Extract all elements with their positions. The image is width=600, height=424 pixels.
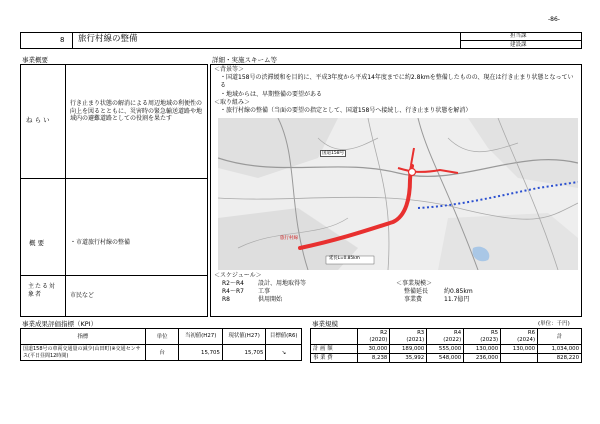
budget-year: R2 (2020) bbox=[358, 329, 390, 345]
budget-total-header: 計 bbox=[538, 329, 582, 345]
budget-cell: 130,000 bbox=[464, 345, 501, 354]
map-label-ryokomura: 旅行村線 bbox=[280, 236, 298, 241]
schedule-task: 設計、用地取得等 bbox=[258, 280, 307, 287]
action-item: ・旅行村線の整備（当面の要望の指定として、国道158号へ接続し、行き止まり状態を解消） bbox=[220, 107, 472, 114]
budget-cell: 555,000 bbox=[427, 345, 464, 354]
kpi-header: 現状値(H27) bbox=[222, 329, 266, 345]
scale-label: 事業費 bbox=[404, 296, 423, 303]
kpi-indicator: 国道158号の車両交通量の減少(山田町)※交通センサス(平日昼間12時間) bbox=[21, 345, 146, 361]
dept-value: 建設課 bbox=[510, 42, 527, 48]
dept-label: 担当課 bbox=[510, 33, 527, 39]
schedule-task: 供用開始 bbox=[258, 296, 283, 303]
project-number: 8 bbox=[60, 36, 65, 44]
scale-heading: ＜事業規模＞ bbox=[396, 280, 433, 287]
budget-section-label: 事業規模 bbox=[312, 320, 338, 328]
kpi-unit: 台 bbox=[145, 345, 179, 361]
budget-cell bbox=[501, 354, 538, 363]
kpi-header: 指標 bbox=[21, 329, 146, 345]
budget-total: 1,034,000 bbox=[538, 345, 582, 354]
overview-text: ・市道旅行村線の整備 bbox=[70, 239, 131, 246]
kpi-header: 当初値(H27) bbox=[179, 329, 223, 345]
kpi-initial: 15,705 bbox=[179, 345, 223, 361]
scale-value: 約0.85km bbox=[444, 288, 473, 295]
background-heading: ＜背景等＞ bbox=[214, 66, 245, 73]
kpi-current: 15,705 bbox=[222, 345, 266, 361]
budget-unit-note: (単位：千円) bbox=[538, 321, 570, 327]
budget-cell: 130,000 bbox=[501, 345, 538, 354]
budget-row-label: 事 業 費 bbox=[311, 354, 358, 363]
scale-value: 11.7億円 bbox=[444, 296, 470, 303]
aim-label: ね ら い bbox=[26, 116, 50, 124]
schedule-heading: ＜スケジュール＞ bbox=[214, 272, 262, 279]
schedule-period: R8 bbox=[222, 296, 230, 303]
page-number: -86- bbox=[548, 16, 560, 23]
detail-section-label: 詳細・実施スキーム等 bbox=[212, 56, 277, 64]
budget-cell: 548,000 bbox=[427, 354, 464, 363]
project-title: 旅行村線の整備 bbox=[78, 34, 138, 44]
budget-total: 828,220 bbox=[538, 354, 582, 363]
schedule-task: 工事 bbox=[258, 288, 271, 295]
schedule-period: R2～R4 bbox=[222, 280, 244, 287]
budget-cell: 189,000 bbox=[390, 345, 427, 354]
kpi-target: ↘ bbox=[266, 345, 302, 361]
budget-table bbox=[310, 328, 582, 363]
background-item: ・地域からは、早期整備の要望がある bbox=[220, 91, 323, 98]
budget-year: R4 (2022) bbox=[427, 329, 464, 345]
target-label: 主たる対象者 bbox=[28, 283, 57, 298]
action-heading: ＜取り組み＞ bbox=[214, 99, 251, 106]
map-image bbox=[218, 118, 578, 270]
scale-label: 整備延長 bbox=[404, 288, 429, 295]
budget-cell: 30,000 bbox=[358, 345, 390, 354]
kpi-table bbox=[20, 328, 302, 361]
budget-year: R3 (2021) bbox=[390, 329, 427, 345]
budget-cell: 35,992 bbox=[390, 354, 427, 363]
kpi-section-label: 事業成果評価指標（KPI） bbox=[22, 320, 98, 328]
background-item: ・国道158号の渋滞緩和を目的に、平成3年度から平成14年度までに約2.8kmを整備したものの、現在は行き止まり状態となっている bbox=[220, 74, 574, 89]
budget-year: R5 (2023) bbox=[464, 329, 501, 345]
kpi-header: 目標値(R6) bbox=[266, 329, 302, 345]
overview-section-label: 事業概要 bbox=[22, 56, 48, 64]
map-label-route158: 国道158号 bbox=[322, 151, 345, 156]
schedule-period: R4～R7 bbox=[222, 288, 244, 295]
aim-text: 行き止まり状態の解消による周辺地域の利便性の向上を図るとともに、災害時の緊急輸送道路や地域内の避難道路としての役割を果たす bbox=[70, 100, 203, 122]
map-graphic bbox=[218, 118, 578, 270]
budget-year: R6 (2024) bbox=[501, 329, 538, 345]
overview-label: 概 要 bbox=[29, 239, 45, 247]
budget-row-label: 計 画 額 bbox=[311, 345, 358, 354]
kpi-header: 単位 bbox=[145, 329, 179, 345]
budget-cell: 236,000 bbox=[464, 354, 501, 363]
target-text: 市民など bbox=[70, 292, 95, 299]
budget-cell: 8,238 bbox=[358, 354, 390, 363]
map-label-length: 延長L=0.85km bbox=[329, 256, 360, 261]
